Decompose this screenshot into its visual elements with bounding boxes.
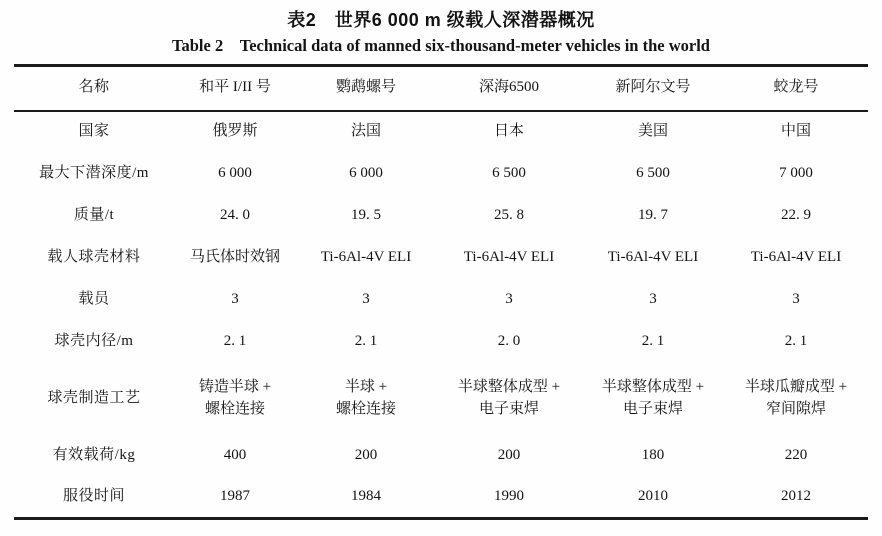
table-cell: 3: [362, 290, 370, 307]
table-row-sphere-material: [14, 237, 868, 279]
row-label: 有效载荷/kg: [52, 446, 136, 463]
header-cell-alvin: 新阿尔文号: [582, 66, 724, 111]
row-label: 载员: [78, 290, 110, 307]
table-cell: 400: [223, 446, 247, 463]
table-cell: 25. 8: [494, 206, 524, 223]
table-cell: 19. 5: [351, 206, 381, 223]
table-cell: 3: [231, 290, 239, 307]
table-cell: 6 000: [218, 164, 252, 181]
table-cell: Ti-6Al-4V ELI: [607, 248, 699, 265]
table-cell: Ti-6Al-4V ELI: [750, 248, 842, 265]
table-cell: 2. 0: [497, 332, 521, 349]
row-label: 服役时间: [62, 487, 125, 504]
table-row-mass: [14, 195, 868, 237]
table-cell: 1987: [220, 487, 250, 504]
table-cell: 6 500: [636, 164, 670, 181]
table-cell: 2. 1: [641, 332, 665, 349]
table-cell: 180: [641, 446, 665, 463]
table-row-manufacturing-process: [14, 363, 868, 435]
table-cell: 法国: [350, 123, 381, 140]
table-cell: 中国: [780, 123, 811, 140]
table-cell: 200: [497, 446, 521, 463]
table-cell: 200: [354, 446, 378, 463]
table-cell: 2. 1: [223, 332, 247, 349]
header-cell-shinkai: 深海6500: [436, 66, 582, 111]
table-row-crew: [14, 279, 868, 321]
table-cell: 半球瓜瓣成型 + 窄间隙焊: [744, 378, 848, 417]
table-cell: 日本: [493, 123, 524, 140]
table-row-country: [14, 111, 868, 153]
table-cell: 22. 9: [781, 206, 811, 223]
table-row-max-depth: [14, 153, 868, 195]
row-label: 载人球壳材料: [47, 248, 141, 265]
table-cell: 2. 1: [354, 332, 378, 349]
table-row-inner-diameter: [14, 321, 868, 363]
table-cell: 铸造半球 + 螺栓连接: [198, 378, 272, 417]
table-cell: 6 000: [349, 164, 383, 181]
table-header-row: [14, 66, 868, 111]
row-label: 最大下潜深度/m: [39, 164, 149, 181]
row-label: 球壳内径/m: [54, 332, 134, 349]
table-cell: 220: [784, 446, 808, 463]
table-title-english: Table 2 Technical data of manned six-thousand-meter vehicles in the world: [172, 36, 710, 55]
table-title-chinese: 表2 世界6 000 m 级载人深潜器概况: [287, 10, 595, 30]
vehicles-data-table: [14, 64, 868, 520]
table-cell: 美国: [637, 123, 668, 140]
table-cell: 2012: [781, 487, 811, 504]
row-label: 球壳制造工艺: [47, 389, 141, 406]
table-cell: 3: [792, 290, 800, 307]
table-cell: 1990: [494, 487, 524, 504]
table-cell: 19. 7: [638, 206, 668, 223]
table-cell: 6 500: [492, 164, 526, 181]
header-cell-nautile: 鹦鹉螺号: [296, 66, 436, 111]
table-cell: 2010: [638, 487, 668, 504]
table-cell: 1984: [351, 487, 381, 504]
table-cell: 7 000: [779, 164, 813, 181]
table-cell: 3: [649, 290, 657, 307]
table-cell: 半球 + 螺栓连接: [335, 378, 396, 417]
table-cell: 半球整体成型 + 电子束焊: [457, 378, 561, 417]
table-cell: 24. 0: [220, 206, 250, 223]
header-cell-mir: 和平 I/II 号: [174, 66, 296, 111]
table-cell: 俄罗斯: [212, 123, 258, 140]
table-cell: 马氏体时效钢: [189, 248, 280, 265]
table-cell: 半球整体成型 + 电子束焊: [601, 378, 705, 417]
table-cell: 3: [505, 290, 513, 307]
header-cell-jiaolong: 蛟龙号: [724, 66, 868, 111]
table-cell: Ti-6Al-4V ELI: [463, 248, 555, 265]
header-cell-name: 名称: [14, 66, 174, 111]
table-row-service-year: [14, 477, 868, 519]
row-label: 国家: [78, 123, 110, 140]
row-label: 质量/t: [73, 206, 115, 223]
table-cell: Ti-6Al-4V ELI: [320, 248, 412, 265]
table-row-payload: [14, 435, 868, 477]
table-cell: 2. 1: [784, 332, 808, 349]
